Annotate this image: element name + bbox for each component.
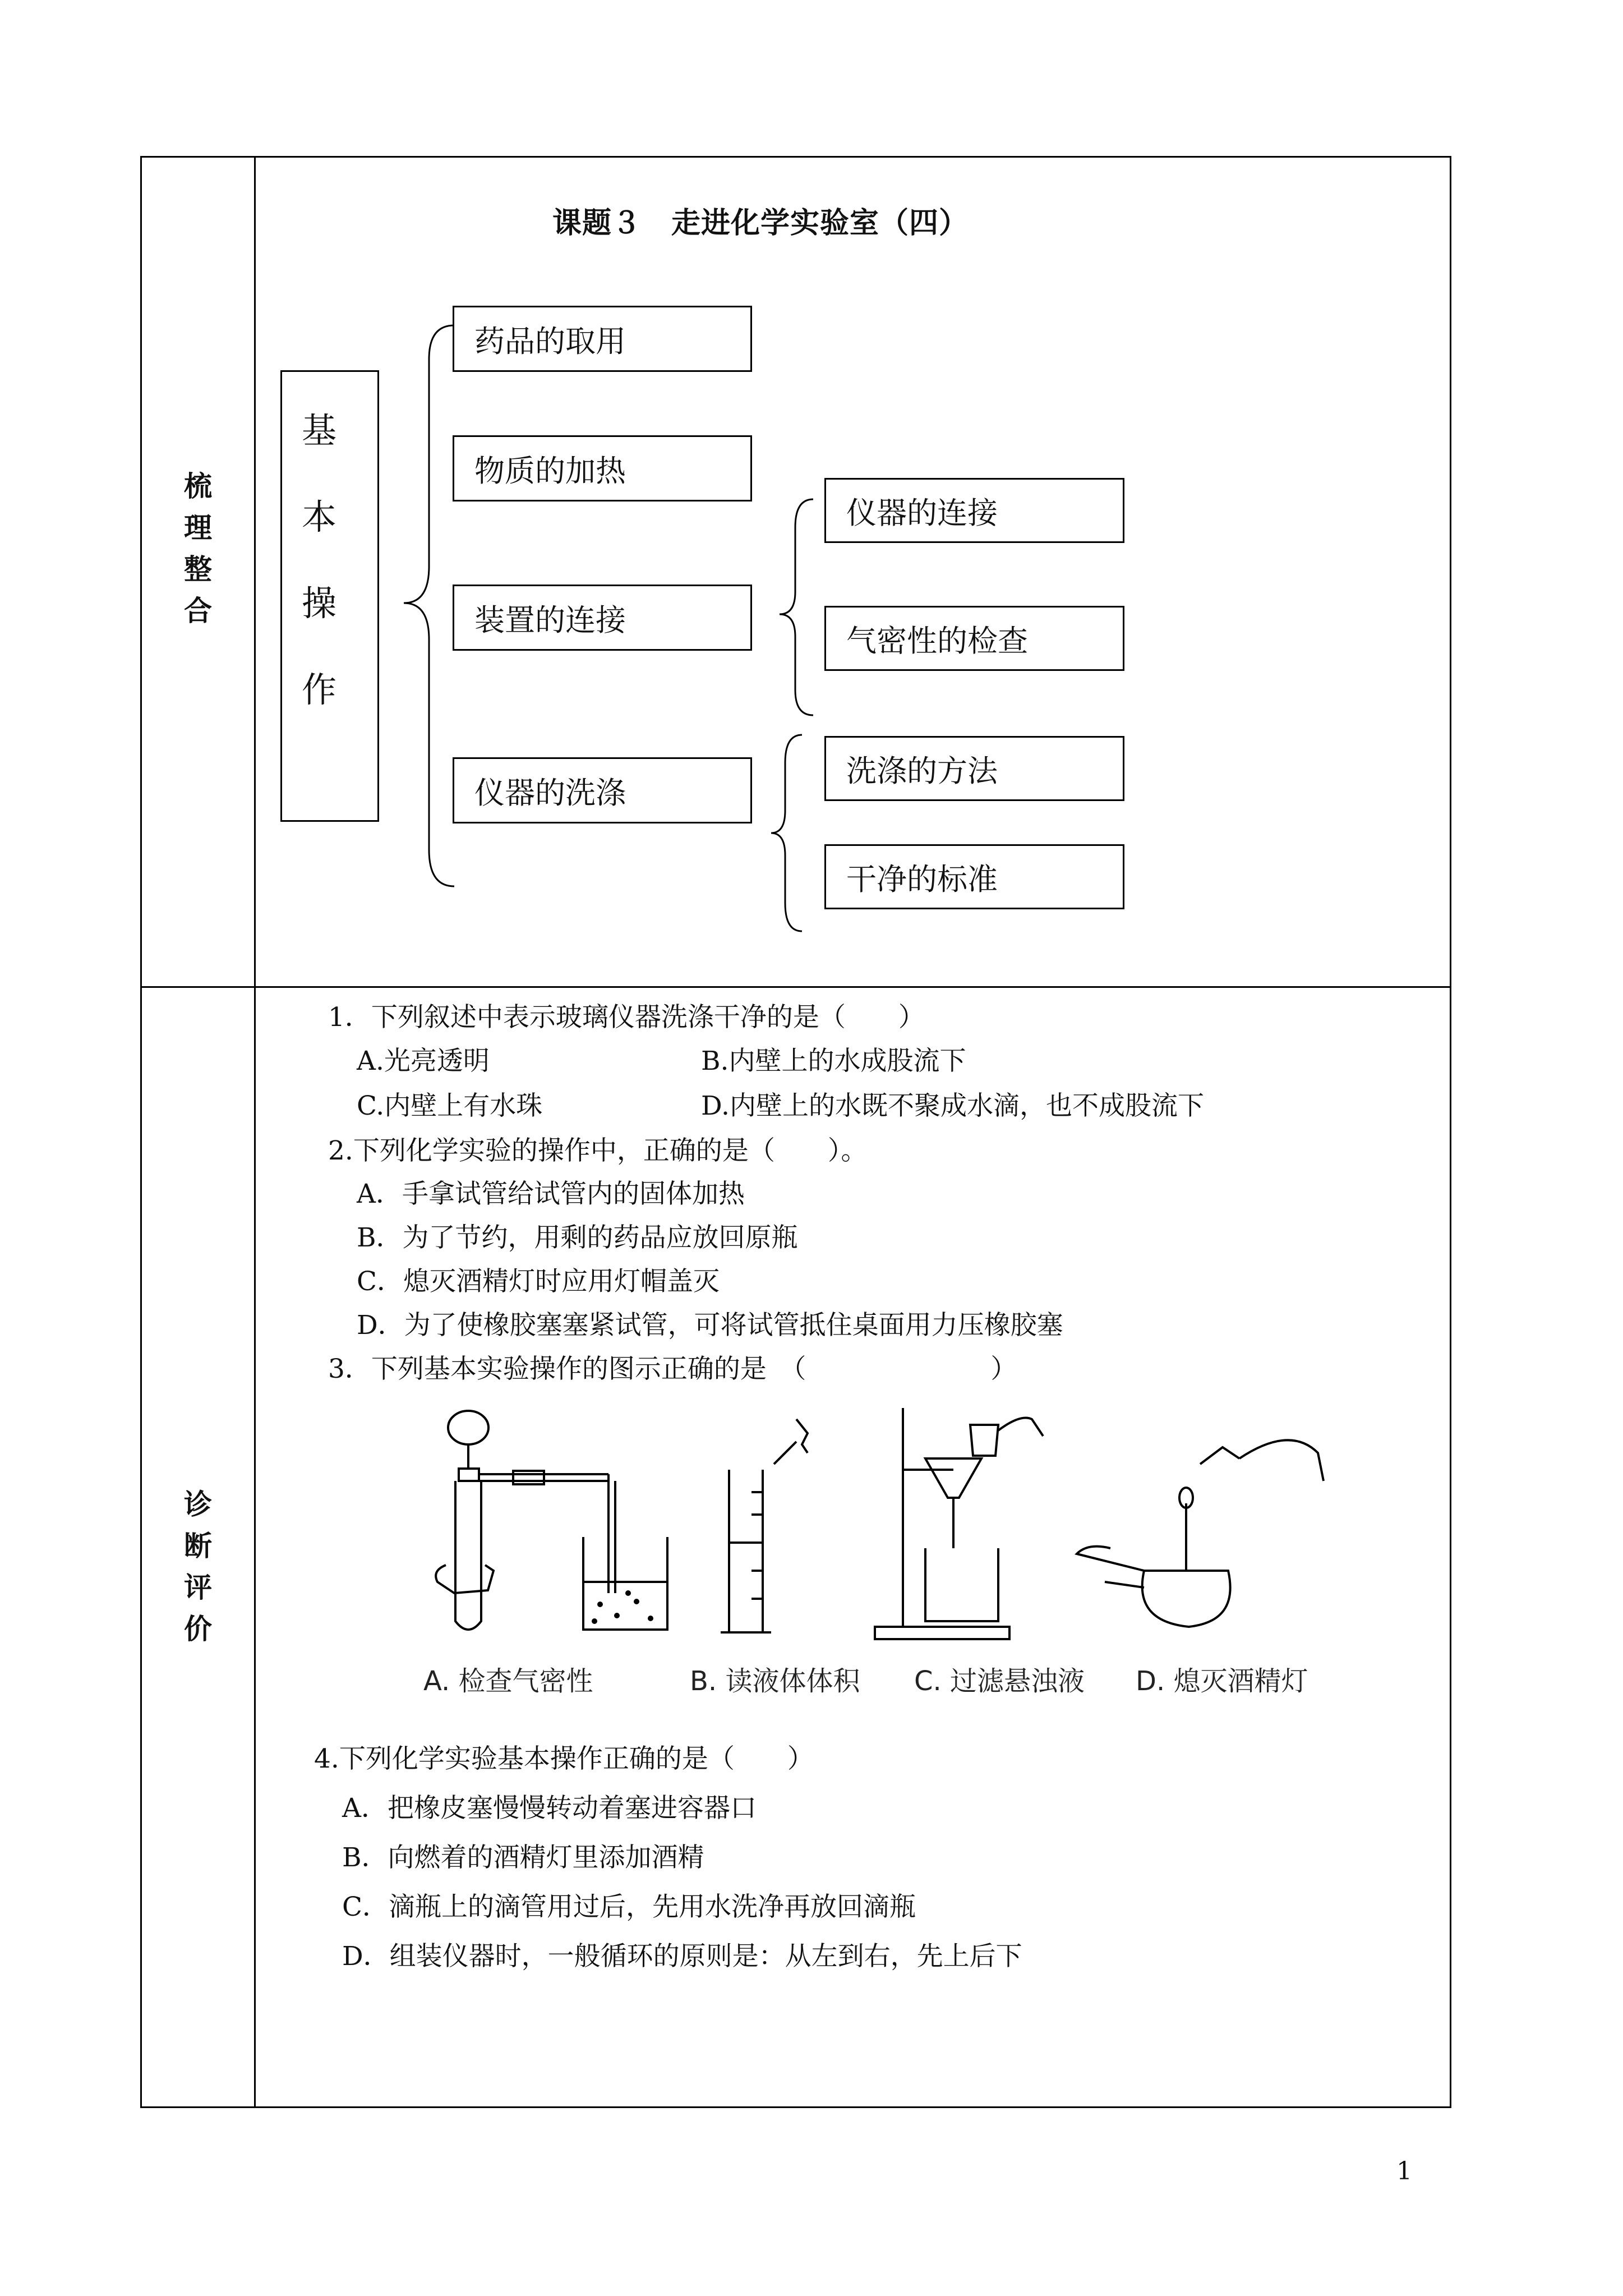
mindmap-braces <box>0 0 1623 987</box>
side-label-char: 合 <box>184 595 212 627</box>
sub-box-instrument-connect: 仪器的连接 <box>824 478 1124 543</box>
side-label-char: 诊 <box>184 1488 212 1521</box>
q2-option-a: A．手拿试管给试管内的固体加热 <box>357 1179 745 1209</box>
q4-option-a: A．把橡皮塞慢慢转动着塞进容器口 <box>342 1793 757 1824</box>
sub-box-washing-method: 洗涤的方法 <box>824 736 1124 801</box>
q1-option-b: B.内壁上的水成股流下 <box>701 1046 966 1076</box>
branch-box-heating: 物质的加热 <box>453 435 752 501</box>
q2-option-c: C．熄灭酒精灯时应用灯帽盖灭 <box>357 1266 720 1297</box>
side-label-char: 评 <box>184 1571 212 1604</box>
side-label-assessment <box>142 1484 254 1650</box>
side-label-char: 理 <box>184 512 212 544</box>
q4-option-d: D．组装仪器时，一般循环的原则是：从左到右，先上后下 <box>342 1941 1022 1972</box>
q2-option-b: B．为了节约，用剩的药品应放回原瓶 <box>357 1222 798 1253</box>
q1-option-d: D.内壁上的水既不聚成水滴，也不成股流下 <box>701 1091 1204 1121</box>
q1-option-c: C.内壁上有水珠 <box>357 1091 543 1121</box>
side-label-char: 整 <box>184 553 212 586</box>
table-border-bottom <box>140 2106 1451 2108</box>
root-char: 作 <box>302 669 337 710</box>
lesson-title: 课题３ 走进化学实验室（四） <box>552 206 969 240</box>
branch-box-washing: 仪器的洗涤 <box>453 757 752 823</box>
side-label-char: 梳 <box>184 470 212 503</box>
q3-caption-d: D. 熄灭酒精灯 <box>1136 1665 1308 1697</box>
sub-box-clean-standard: 干净的标准 <box>824 844 1124 909</box>
q2-option-d: D．为了使橡胶塞塞紧试管，可将试管抵住桌面用力压橡胶塞 <box>357 1310 1063 1341</box>
branch-box-apparatus-connect: 装置的连接 <box>453 585 752 651</box>
q1-stem: 1．下列叙述中表示玻璃仪器洗涤干净的是（ ） <box>328 1002 925 1033</box>
q1-option-a: A.光亮透明 <box>357 1046 490 1076</box>
q2-stem: 2.下列化学实验的操作中，正确的是（ ）。 <box>328 1135 868 1166</box>
branch-box-reagent-use: 药品的取用 <box>453 306 752 372</box>
q3-caption-b: B. 读液体体积 <box>690 1665 860 1697</box>
side-label-char: 断 <box>184 1530 212 1562</box>
q3-stem: 3．下列基本实验操作的图示正确的是 （ ） <box>328 1354 1017 1384</box>
root-char: 操 <box>302 583 337 624</box>
q4-option-c: C．滴瓶上的滴管用过后，先用水洗净再放回滴瓶 <box>342 1892 916 1922</box>
q3-caption-c: C. 过滤悬浊液 <box>914 1665 1085 1697</box>
page-number: 1 <box>1396 2157 1412 2185</box>
root-char: 基 <box>302 410 337 451</box>
sub-box-airtightness: 气密性的检查 <box>824 606 1124 671</box>
q4-option-b: B．向燃着的酒精灯里添加酒精 <box>342 1842 704 1873</box>
q3-caption-a: A. 检查气密性 <box>423 1665 593 1697</box>
side-label-char: 价 <box>184 1613 212 1645</box>
root-char: 本 <box>302 496 337 537</box>
q3-illustration <box>415 1402 1335 1649</box>
q4-stem: 4.下列化学实验基本操作正确的是（ ） <box>314 1743 814 1774</box>
